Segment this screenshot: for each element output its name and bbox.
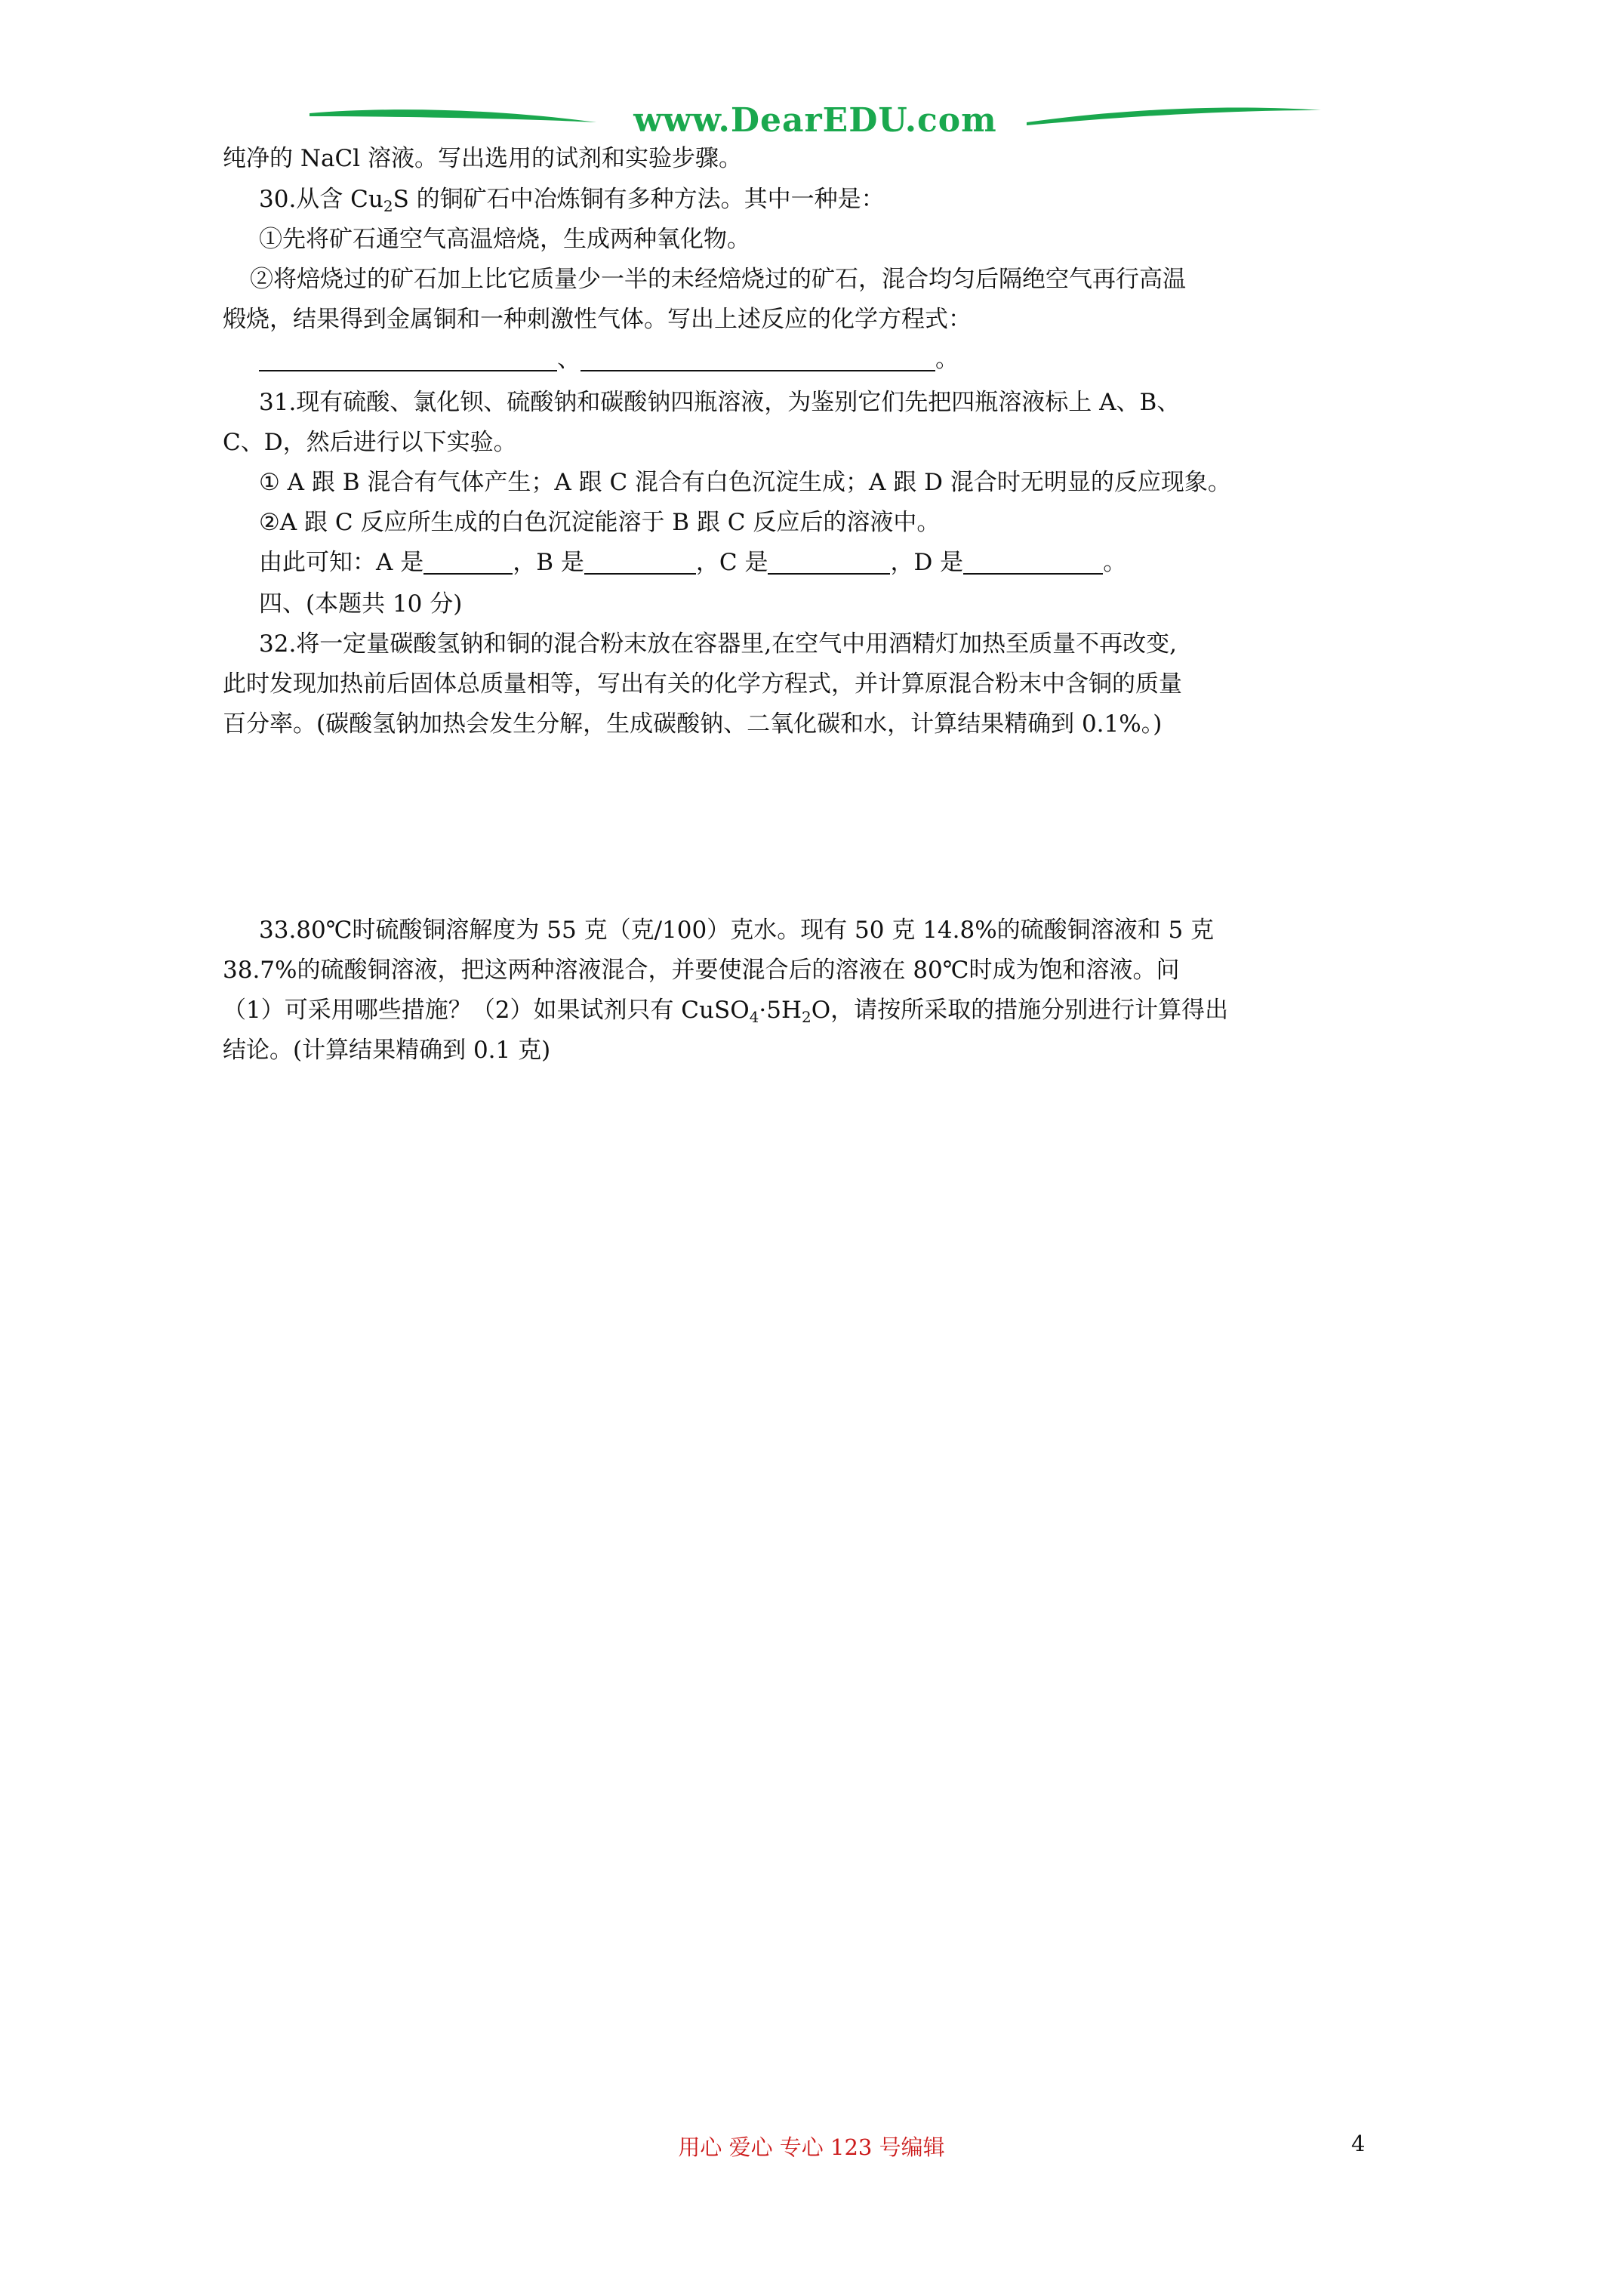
text-line: 此时发现加热前后固体总质量相等，写出有关的化学方程式，并计算原混合粉末中含铜的质量 bbox=[223, 670, 1182, 698]
answer-blank-c[interactable] bbox=[768, 552, 890, 575]
text-line: ①先将矿石通空气高温焙烧，生成两种氧化物。 bbox=[259, 226, 750, 253]
answer-blank-d[interactable] bbox=[963, 552, 1103, 575]
text-line: C、D，然后进行以下实验。 bbox=[223, 429, 517, 456]
section-heading: 四、(本题共 10 分) bbox=[259, 590, 463, 618]
text-line: 31.现有硫酸、氯化钡、硫酸钠和碳酸钠四瓶溶液，为鉴别它们先把四瓶溶液标上 A、B、 bbox=[259, 389, 1181, 416]
question-32: 32.将一定量碳酸氢钠和铜的混合粉末放在容器里,在空气中用酒精灯加热至质量不再改变, bbox=[259, 630, 1178, 658]
text-line: ②将焙烧过的矿石加上比它质量少一半的未经焙烧过的矿石，混合均匀后隔绝空气再行高温 bbox=[250, 266, 1186, 293]
question-30-intro: 30.从含 $Cu_2S$ 的铜矿石中冶炼铜有多种方法。其中一种是： bbox=[259, 186, 885, 215]
header-banner bbox=[310, 97, 1321, 142]
answer-blank-b[interactable] bbox=[584, 552, 696, 575]
page-number: 4 bbox=[1351, 2131, 1366, 2156]
text-line: 百分率。(碳酸氢钠加热会发生分解，生成碳酸钠、二氧化碳和水，计算结果精确到 0.1%。) bbox=[223, 710, 1163, 738]
answer-blank-a[interactable] bbox=[423, 552, 513, 575]
question-33: 33.80℃时硫酸铜溶解度为 55 克（克/100）克水。现有 50 克 14.8%的硫酸铜溶液和 5 克 bbox=[259, 917, 1215, 944]
answer-blank[interactable] bbox=[581, 349, 935, 371]
text-line: 38.7%的硫酸铜溶液，把这两种溶液混合，并要使混合后的溶液在 80℃时成为饱和溶液。问 bbox=[223, 957, 1180, 984]
answer-line-identification: 由此可知：A 是 ，B 是 ，C 是 ，D 是 。 bbox=[259, 549, 1127, 576]
text-line: 纯净的 NaCl 溶液。写出选用的试剂和实验步骤。 bbox=[223, 145, 742, 172]
site-logo: www.DearEDU.com bbox=[633, 101, 997, 140]
text-line: ②A 跟 C 反应所生成的白色沉淀能溶于 B 跟 C 反应后的溶液中。 bbox=[259, 509, 941, 536]
text-line: （1）可采用哪些措施？（2）如果试剂只有 $CuSO_4\cdot 5H_2O$，请按所采取的措施分别进行计算得出 bbox=[223, 997, 1229, 1026]
answer-line-equations: 、 。 bbox=[259, 344, 959, 374]
text-line: ① A 跟 B 混合有气体产生；A 跟 C 混合有白色沉淀生成；A 跟 D 混合时无明显的反应现象。 bbox=[259, 469, 1231, 496]
answer-blank[interactable] bbox=[259, 349, 557, 371]
text-line: 煅烧，结果得到金属铜和一种刺激性气体。写出上述反应的化学方程式： bbox=[223, 306, 972, 333]
text-line: 结论。(计算结果精确到 0.1 克) bbox=[223, 1037, 551, 1064]
footer-credit: 用心 爱心 专心 123 号编辑 bbox=[678, 2134, 945, 2160]
